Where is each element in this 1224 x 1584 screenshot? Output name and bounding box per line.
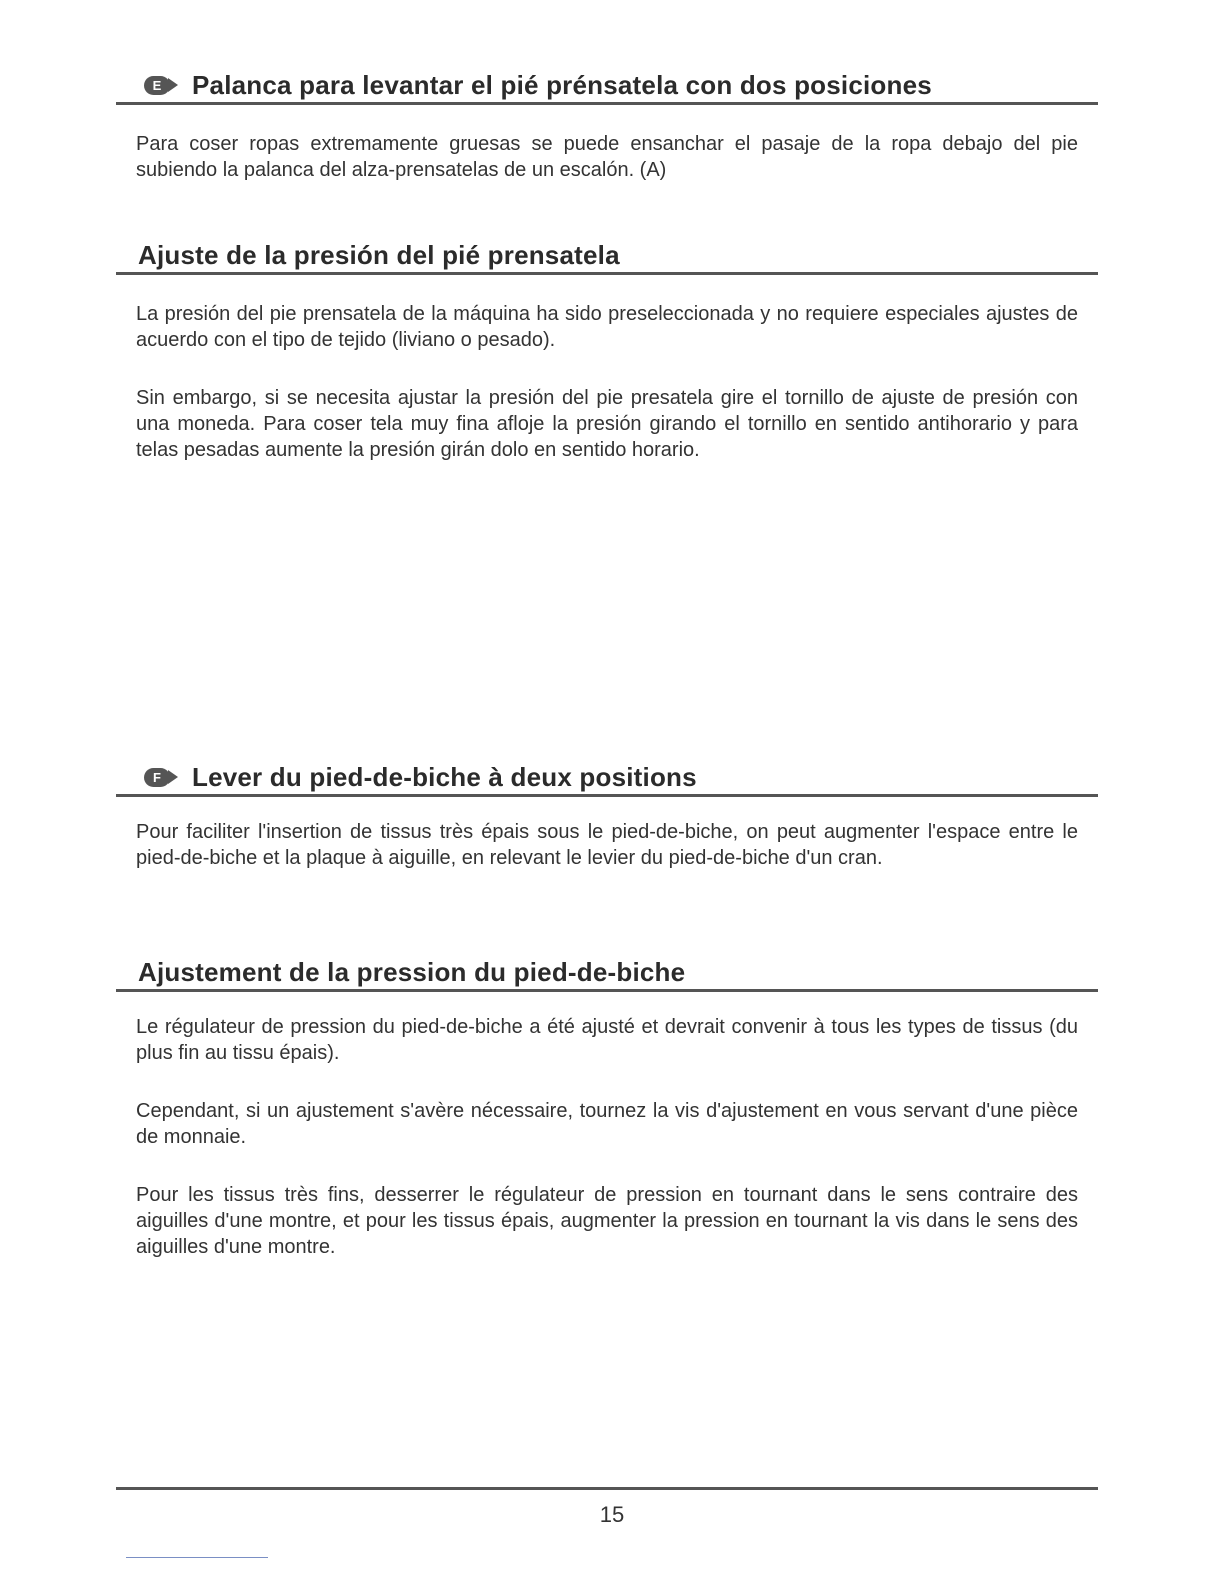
section-es-pressure <box>116 240 1098 463</box>
section-es-lever <box>116 70 1098 183</box>
section-heading <box>116 762 1098 797</box>
language-badge-icon <box>144 766 178 788</box>
badge-arrow-icon <box>168 770 178 784</box>
paragraph: Sin embargo, si se necesita ajustar la presión del pie presatela gire el tornillo de ajuste de presión con una moneda. Para coser tela muy fina afloje la presión girando el tornillo en sentido antihorario y para telas pesadas aumente la presión girán dolo en sentido horario. <box>136 387 1078 461</box>
paragraph: Pour les tissus très fins, desserrer le régulateur de pression en tournant dans le sens contraire des aiguilles d'une montre, et pour les tissus épais, augmenter la pression en tournant la vis dans le sens des aiguilles d'une montre. <box>136 1184 1078 1258</box>
paragraph: La presión del pie prensatela de la máquina ha sido preseleccionada y no requiere especiales ajustes de acuerdo con el tipo de tejido (liviano o pesado). <box>136 303 1078 351</box>
footer-divider <box>116 1487 1098 1490</box>
section-title: Lever du pied-de-biche à deux positions <box>192 762 697 792</box>
paragraph: Cependant, si un ajustement s'avère nécessaire, tournez la vis d'ajustement en vous servant d'une pièce de monnaie. <box>136 1100 1078 1148</box>
page-number: 15 <box>599 1502 625 1527</box>
paragraph: Le régulateur de pression du pied-de-biche a été ajusté et devrait convenir à tous les types de tissus (du plus fin au tissu épais). <box>136 1016 1078 1064</box>
section-heading <box>116 957 1098 992</box>
paragraph: Pour faciliter l'insertion de tissus très épais sous le pied-de-biche, on peut augmenter l'espace entre le pied-de-biche et la plaque à aiguille, en relevant le levier du pied-de-biche d'un cran. <box>136 821 1078 869</box>
section-title: Ajuste de la presión del pié prensatela <box>138 240 620 270</box>
badge-arrow-icon <box>168 78 178 92</box>
language-badge-letter: E <box>144 76 170 95</box>
section-title: Ajustement de la pression du pied-de-biche <box>138 957 686 987</box>
section-heading <box>116 240 1098 275</box>
section-title: Palanca para levantar el pié prénsatela con dos posiciones <box>192 70 932 100</box>
section-heading <box>116 70 1098 105</box>
section-fr-pressure <box>116 957 1098 1260</box>
paragraph: Para coser ropas extremamente gruesas se puede ensanchar el pasaje de la ropa debajo del pie subiendo la palanca del alza-prensatelas de un escalón. (A) <box>136 133 1078 181</box>
language-badge-icon <box>144 74 178 96</box>
language-badge-letter: F <box>144 768 170 787</box>
bottom-edge-mark <box>126 1557 268 1558</box>
section-fr-lever <box>116 762 1098 871</box>
